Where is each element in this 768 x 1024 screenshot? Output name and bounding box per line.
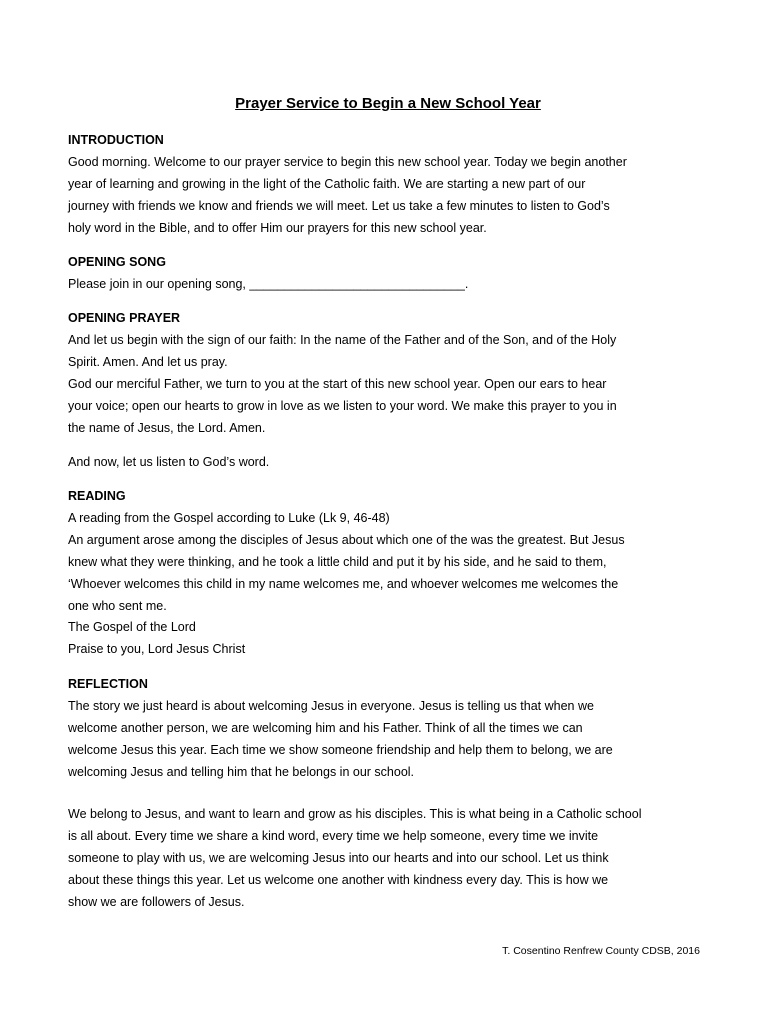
- reflection-line: show we are followers of Jesus.: [68, 894, 245, 909]
- opening-prayer-line: the name of Jesus, the Lord. Amen.: [68, 420, 266, 435]
- reflection-section: [68, 674, 708, 784]
- reading-line: Praise to you, Lord Jesus Christ: [68, 642, 246, 657]
- reflection-line: welcoming Jesus and telling him that he belongs in our school.: [68, 764, 415, 779]
- introduction-section: [68, 130, 708, 240]
- reading-line: one who sent me.: [68, 598, 167, 613]
- reading-line: knew what they were thinking, and he took a little child and put it by his side, and he said to them,: [68, 554, 607, 569]
- reflection-line: someone to play with us, we are welcoming Jesus into our hearts and into our school. Let us think: [68, 850, 609, 865]
- opening-prayer-line: God our merciful Father, we turn to you at the start of this new school year. Open our ears to hear: [68, 376, 607, 391]
- reading-heading: READING: [68, 489, 126, 503]
- reading-section: [68, 486, 708, 661]
- document-footer: T. Cosentino Renfrew County CDSB, 2016: [502, 945, 700, 957]
- reflection-line: is all about. Every time we share a kind word, every time we help someone, every time we invite: [68, 828, 599, 843]
- reflection-line: We belong to Jesus, and want to learn and grow as his disciples. This is what being in a Catholic school: [68, 807, 642, 821]
- opening-song-heading: OPENING SONG: [68, 255, 166, 269]
- reflection-line: The story we just heard is about welcoming Jesus in everyone. Jesus is telling us that when we: [68, 698, 594, 713]
- opening-song-line: Please join in our opening song, _______________________________.: [68, 276, 469, 291]
- transition-line: And now, let us listen to God’s word.: [68, 455, 270, 469]
- introduction-line: holy word in the Bible, and to offer Him our prayers for this new school year.: [68, 220, 487, 235]
- opening-prayer-heading: OPENING PRAYER: [68, 311, 181, 325]
- opening-prayer-line: And let us begin with the sign of our faith: In the name of the Father and of the Son, and of the Holy: [68, 332, 617, 347]
- introduction-line: journey with friends we know and friends we will meet. Let us take a few minutes to listen to God’s: [68, 198, 610, 213]
- reflection-line: welcome Jesus this year. Each time we show someone friendship and help them to belong, we are: [68, 742, 613, 757]
- reading-line: A reading from the Gospel according to Luke (Lk 9, 46-48): [68, 510, 390, 525]
- reading-line: The Gospel of the Lord: [68, 620, 196, 635]
- opening-prayer-section: [68, 308, 708, 439]
- reflection-heading: REFLECTION: [68, 677, 148, 691]
- introduction-line: year of learning and growing in the light of the Catholic faith. We are starting a new part of our: [68, 176, 586, 191]
- reading-line: ‘Whoever welcomes this child in my name welcomes me, and whoever welcomes me welcomes the: [68, 576, 619, 591]
- reflection-line: about these things this year. Let us welcome one another with kindness every day. This is how we: [68, 872, 609, 887]
- introduction-heading: INTRODUCTION: [68, 133, 164, 147]
- introduction-line: Good morning. Welcome to our prayer service to begin this new school year. Today we begin another: [68, 154, 627, 169]
- transition-line-section: [68, 452, 708, 474]
- opening-prayer-line: your voice; open our hearts to grow in love as we listen to your word. We make this prayer to you in: [68, 398, 617, 413]
- opening-song-section: [68, 252, 708, 296]
- document-title: Prayer Service to Begin a New School Year: [235, 95, 541, 112]
- reading-line: An argument arose among the disciples of Jesus about which one of the was the greatest. But Jesus: [68, 532, 625, 547]
- reflection-line: welcome another person, we are welcoming him and his Father. Think of all the times we can: [68, 720, 583, 735]
- reflection-paragraph-two: [68, 804, 708, 914]
- opening-prayer-line: Spirit. Amen. And let us pray.: [68, 354, 228, 369]
